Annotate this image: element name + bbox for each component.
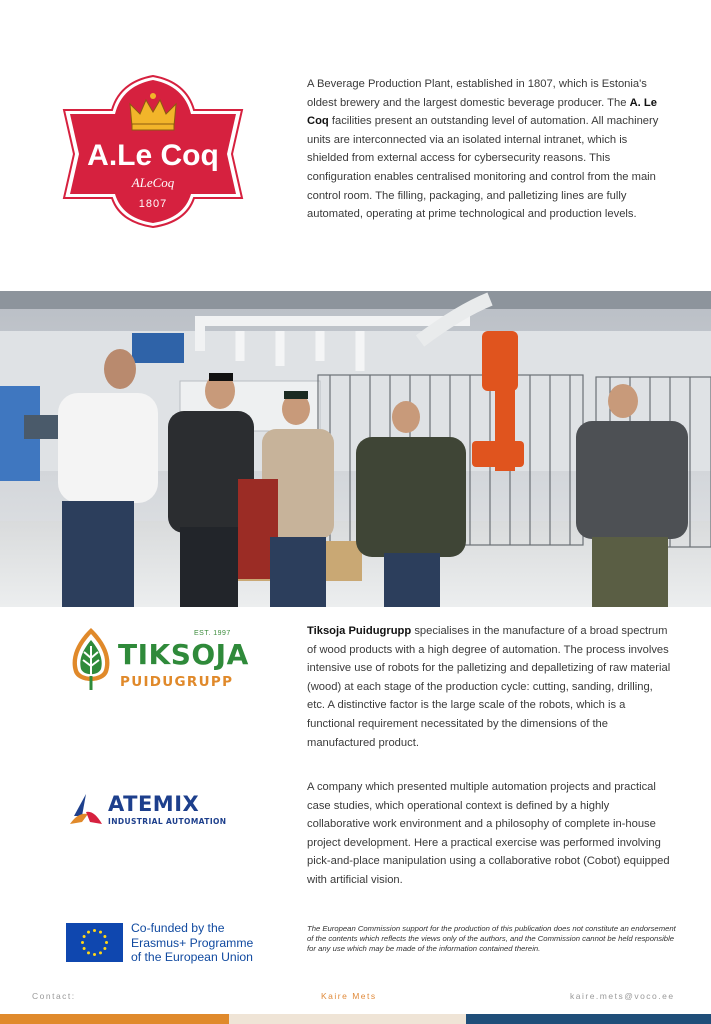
lecoq-year: 1807 <box>138 198 168 210</box>
footer-bar-navy <box>466 1014 711 1024</box>
footer-bar-orange <box>0 1014 229 1024</box>
tree-leaf-icon <box>68 626 114 692</box>
atemix-subname: INDUSTRIAL AUTOMATION <box>108 817 227 826</box>
lecoq-brand-text: A.Le Coq <box>87 139 219 172</box>
eu-disclaimer: The European Commission support for the production of this publication does not constitute an endorsement of the contents which reflects the views only of the authors, and the Commission cannot be held responsible for any use which may be made of the information contained therein. <box>307 924 676 953</box>
footer-bar-beige <box>229 1014 466 1024</box>
eu-cofunding-text <box>131 921 271 965</box>
atemix-description: A company which presented multiple automation projects and practical case studies, which operational context is defined by a highly collaborative work environment and a philosophy of complete in-house project development. Here a practical exercise was performed involving pick-and-place manipulation using a collaborative robot (Cobot) equipped with artificial vision. <box>307 781 670 886</box>
lecoq-signature: ALeCoq <box>131 175 175 190</box>
group-photo-factory <box>0 291 711 607</box>
eu-line-1: Co-funded by the <box>131 921 225 935</box>
eu-line-3: of the European Union <box>131 950 253 965</box>
eu-line-2: Erasmus+ Programme <box>131 935 254 950</box>
tiksoja-est: EST. 1997 <box>194 630 231 637</box>
a-le-coq-logo <box>60 72 246 230</box>
eu-flag-icon <box>66 923 123 962</box>
tiksoja-name: TIKSOJA <box>118 638 249 671</box>
tiksoja-description: Tiksoja Puidugrupp specialises in the manufacture of a broad spectrum of wood products with a high degree of automation. The process involves intensive use of robots for the palletizing and depalletizing of raw material (wood) at each stage of the production cycle: cutting, sanding, drilling, etc. A distinctive factor is the large scale of the robots, which is a functional requirement necessitated by the dimensions of the manufactured product. <box>307 625 671 749</box>
tiksoja-subname: PUIDUGRUPP <box>120 674 234 690</box>
atemix-logo <box>66 790 256 830</box>
tiksoja-logo <box>66 622 256 700</box>
footer-contact-name: Kaire Mets <box>321 991 377 1001</box>
atemix-name: ATEMIX <box>108 792 200 816</box>
atemix-mark-icon <box>68 792 104 826</box>
footer-contact-email[interactable]: kaire.mets@voco.ee <box>570 991 675 1001</box>
footer-contact-label: Contact: <box>32 991 76 1001</box>
lecoq-description: A Beverage Production Plant, established in 1807, which is Estonia's oldest brewery and the largest domestic beverage producer. The A. Le Coq facilities present an outstanding level of automation. All machinery units are interconnected via an isolated internal intranet, which is shielded from external access for cybersecurity reasons. This configuration enables centralised monitoring and control from the main control room. The filling, packaging, and palletizing lines are fully automated, operating at prime technological and production levels. <box>307 78 659 221</box>
